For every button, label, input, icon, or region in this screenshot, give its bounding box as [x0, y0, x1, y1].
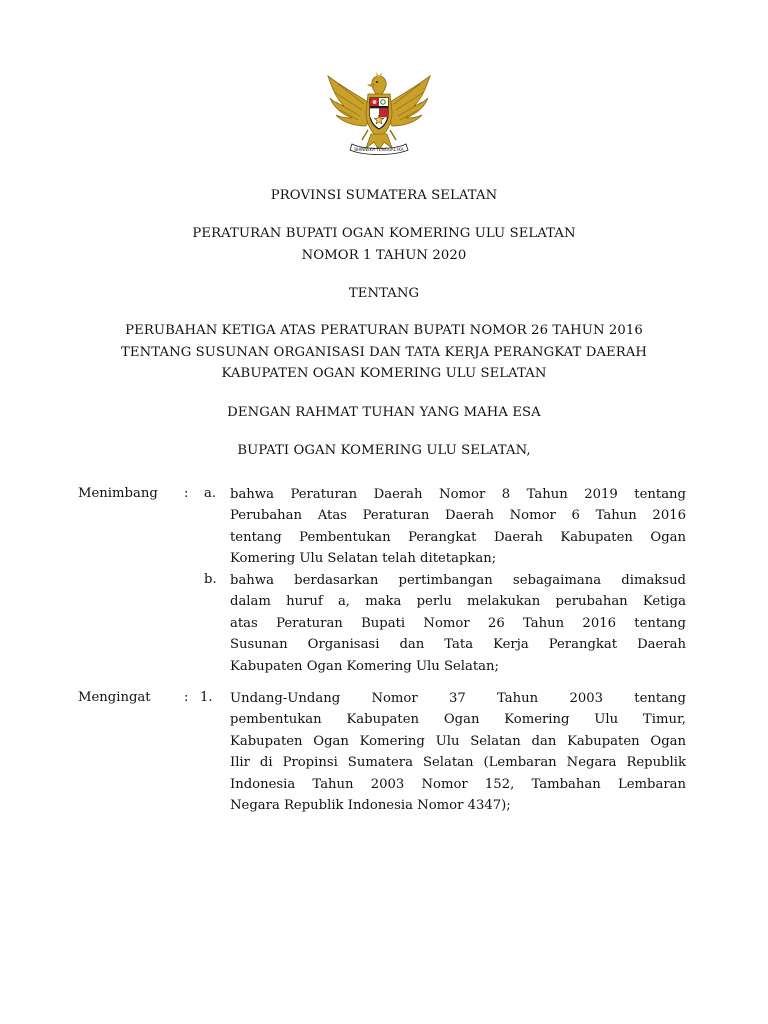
item-marker: b.	[204, 572, 217, 587]
paragraph-line: bahwa berdasarkan pertimbangan sebagaimana dimaksud	[230, 573, 686, 588]
mengingat-colon: :	[184, 690, 189, 705]
paragraph-line: Kabupaten Ogan Komering Ulu Selatan;	[230, 658, 499, 674]
paragraph-line: pembentukan Kabupaten Ogan Komering Ulu Timur,	[230, 712, 686, 728]
menimbang-label: Menimbang	[78, 486, 158, 501]
garuda-emblem-icon	[324, 68, 434, 158]
subject-line: TENTANG SUSUNAN ORGANISASI DAN TATA KERJA PERANGKAT DAERAH	[121, 345, 647, 360]
paragraph-line: Komering Ulu Selatan telah ditetapkan;	[230, 551, 497, 567]
paragraph-line: Kabupaten Ogan Komering Ulu Selatan dan Kabupaten Ogan	[230, 733, 686, 749]
menimbang-item-a	[230, 484, 686, 570]
paragraph-line: dalam huruf a, maka perlu melakukan perubahan Ketiga	[230, 594, 686, 610]
item-marker: a.	[204, 486, 217, 501]
paragraph-line: tentang Pembentukan Perangkat Daerah Kabupaten Ogan	[230, 529, 686, 545]
paragraph-line: Undang-Undang Nomor 37 Tahun 2003 tentang	[230, 691, 686, 706]
menimbang-item-b	[230, 570, 686, 677]
paragraph-line: Perubahan Atas Peraturan Daerah Nomor 6 Tahun 2016	[230, 508, 686, 524]
paragraph-line: Negara Republik Indonesia Nomor 4347);	[230, 797, 511, 813]
paragraph-line: Ilir di Propinsi Sumatera Selatan (Lembaran Negara Republik	[230, 755, 686, 771]
regulation-number: NOMOR 1 TAHUN 2020	[301, 248, 467, 263]
mengingat-item-1	[230, 688, 686, 816]
about-heading: TENTANG	[348, 286, 420, 301]
paragraph-line: Susunan Organisasi dan Tata Kerja Perangkat Daerah	[230, 637, 686, 653]
paragraph-line: atas Peraturan Bupati Nomor 26 Tahun 2016 tentang	[230, 615, 686, 631]
emblem-motto: BHINNEKA TUNGGAL IKA	[354, 147, 404, 153]
subject-line: KABUPATEN OGAN KOMERING ULU SELATAN	[221, 366, 547, 381]
paragraph-line: bahwa Peraturan Daerah Nomor 8 Tahun 2019 tentang	[230, 487, 686, 502]
mengingat-label: Mengingat	[78, 690, 151, 705]
menimbang-colon: :	[184, 486, 189, 501]
regulation-title: PERATURAN BUPATI OGAN KOMERING ULU SELATAN	[192, 226, 576, 241]
invocation: DENGAN RAHMAT TUHAN YANG MAHA ESA	[227, 405, 541, 420]
official-title: BUPATI OGAN KOMERING ULU SELATAN,	[237, 443, 531, 458]
subject-line: PERUBAHAN KETIGA ATAS PERATURAN BUPATI NOMOR 26 TAHUN 2016	[125, 323, 643, 338]
paragraph-line: Indonesia Tahun 2003 Nomor 152, Tambahan Lembaran	[230, 776, 686, 792]
province-title: PROVINSI SUMATERA SELATAN	[270, 188, 498, 203]
item-marker: 1.	[200, 690, 213, 705]
